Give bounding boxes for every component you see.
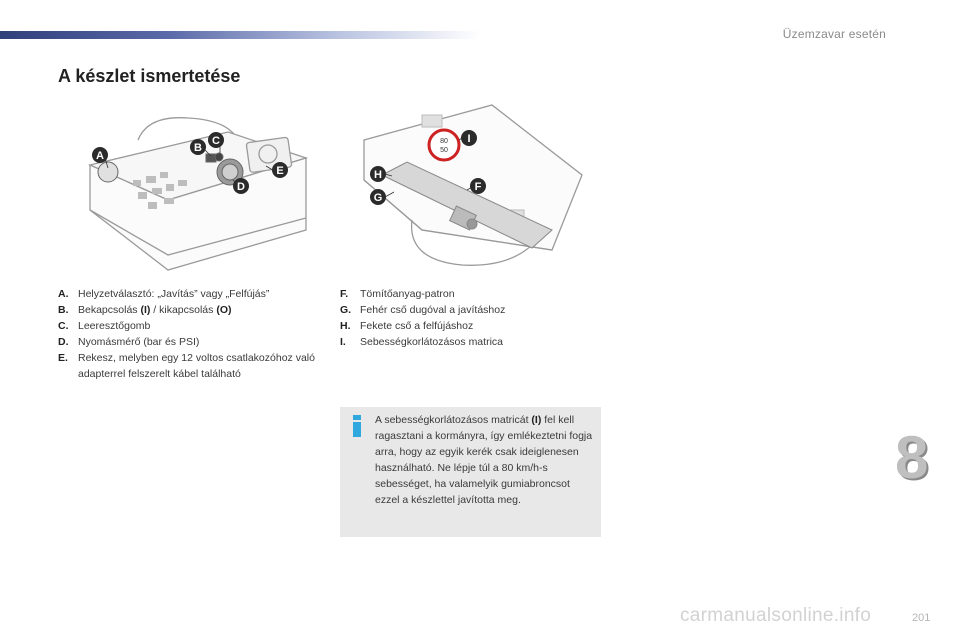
callout-c [208, 132, 224, 148]
kit-underside-illustration [352, 100, 592, 280]
watermark: carmanualsonline.info [680, 605, 872, 626]
page-number: 201 [912, 612, 931, 624]
callout-f [470, 178, 486, 194]
list-item: F. Tömítőanyag-patron [340, 288, 455, 300]
list-item: D. Nyomásmérő (bar és PSI) [58, 336, 200, 348]
svg-text:D: D [237, 181, 245, 193]
svg-text:E: E [276, 165, 284, 177]
callout-a [92, 147, 108, 163]
list-item: G. Fehér cső dugóval a javításhoz [340, 304, 506, 316]
svg-text:80: 80 [440, 138, 448, 145]
svg-text:C: C [212, 135, 220, 147]
info-note-box [340, 407, 601, 537]
list-item: I. Sebességkorlátozásos matrica [340, 336, 503, 348]
kit-parts-list-left [58, 286, 328, 382]
callout-i [461, 130, 477, 146]
list-item: B. Bekapcsolás (I) / kikapcsolás (O) [58, 304, 232, 316]
callout-d [233, 178, 249, 194]
callout-e [272, 162, 288, 178]
svg-text:50: 50 [440, 147, 448, 154]
chapter-number: 8 [895, 424, 929, 491]
speed-limit-sticker [429, 130, 459, 160]
header-gradient-bar [0, 31, 480, 39]
compressor-kit-illustration [78, 110, 318, 280]
callout-g [370, 189, 386, 205]
svg-text:H: H [374, 169, 382, 181]
list-item: A. Helyzetválasztó: „Javítás” vagy „Felfújás” [58, 288, 270, 300]
svg-text:F: F [474, 181, 482, 193]
chapter-title: Üzemzavar esetén [782, 27, 886, 41]
kit-parts-list-right [340, 286, 590, 350]
page-title: A készlet ismertetése [58, 66, 241, 86]
info-icon [350, 415, 364, 437]
svg-text:G: G [373, 192, 383, 204]
svg-text:A: A [96, 150, 104, 162]
info-note-text: A sebességkorlátozásos matricát (I) fel kell ragasztani a kormányra, így emlékeztetni fogja arra, hogy az egyik kerék csak ideiglenesen használható. Ne lépje túl a 80 km/h-s sebességet, ha valamelyik gumiabroncsot ezzel a készlettel javította meg. [375, 414, 593, 506]
list-item: C. Leeresztőgomb [58, 320, 151, 332]
callout-b [190, 139, 206, 155]
svg-text:B: B [194, 142, 202, 154]
list-item: E. Rekesz, melyben egy 12 voltos csatlakozóhoz való adapterrel felszerelt kábel található [58, 352, 315, 380]
svg-text:I: I [467, 133, 471, 145]
callout-h [370, 166, 386, 182]
list-item: H. Fekete cső a felfújáshoz [340, 320, 474, 332]
